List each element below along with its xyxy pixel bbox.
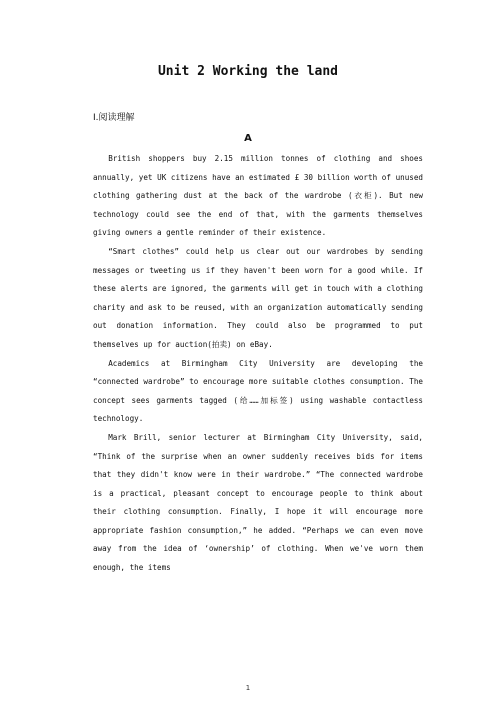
paragraph: British shoppers buy 2.15 million tonnes of clothing and shoes annually, yet UK citizens have an estimated £ 30 billion worth of unused clothing gathering dust at the back of the wardrobe (衣柜). But new technology could see the end of that, with the garments themselves giving owners a gentle reminder of their existence. [93,154,423,238]
section-heading: Ⅰ.阅读理解 [93,113,135,123]
paragraph: “Smart clothes” could help us clear out our wardrobes by sending messages or tweeting us if they haven't been worn for a good while. If these alerts are ignored, the garments will get in touch with a clothing charity and ask to be reused, with an organization automatically sending out donation information. They could also be programmed to put themselves up for auction(拍卖) on eBay. [93,246,423,349]
paragraph: Mark Brill, senior lecturer at Birmingham City University, said, “Think of the surprise when an owner suddenly receives bids for items that they didn't know were in their wardrobe.” “The connected wardrobe is a practical, pleasant concept to encourage people to think about their clothing consumption. Finally, I hope it will encourage more appropriate fashion consumption,” he added. “Perhaps we can even move away from the idea of ‘ownership’ of clothing. When we've worn them enough, the items [93,432,423,573]
passage-body [93,150,423,578]
page-number: 1 [245,684,251,692]
passage-label: A [244,133,252,144]
unit-title: Unit 2 Working the land [157,64,338,79]
paragraph: Academics at Birmingham City University are developing the “connected wardrobe” to encourage more suitable clothes consumption. The concept sees garments tagged (给……加标签) using washable contactless technology. [93,358,423,424]
